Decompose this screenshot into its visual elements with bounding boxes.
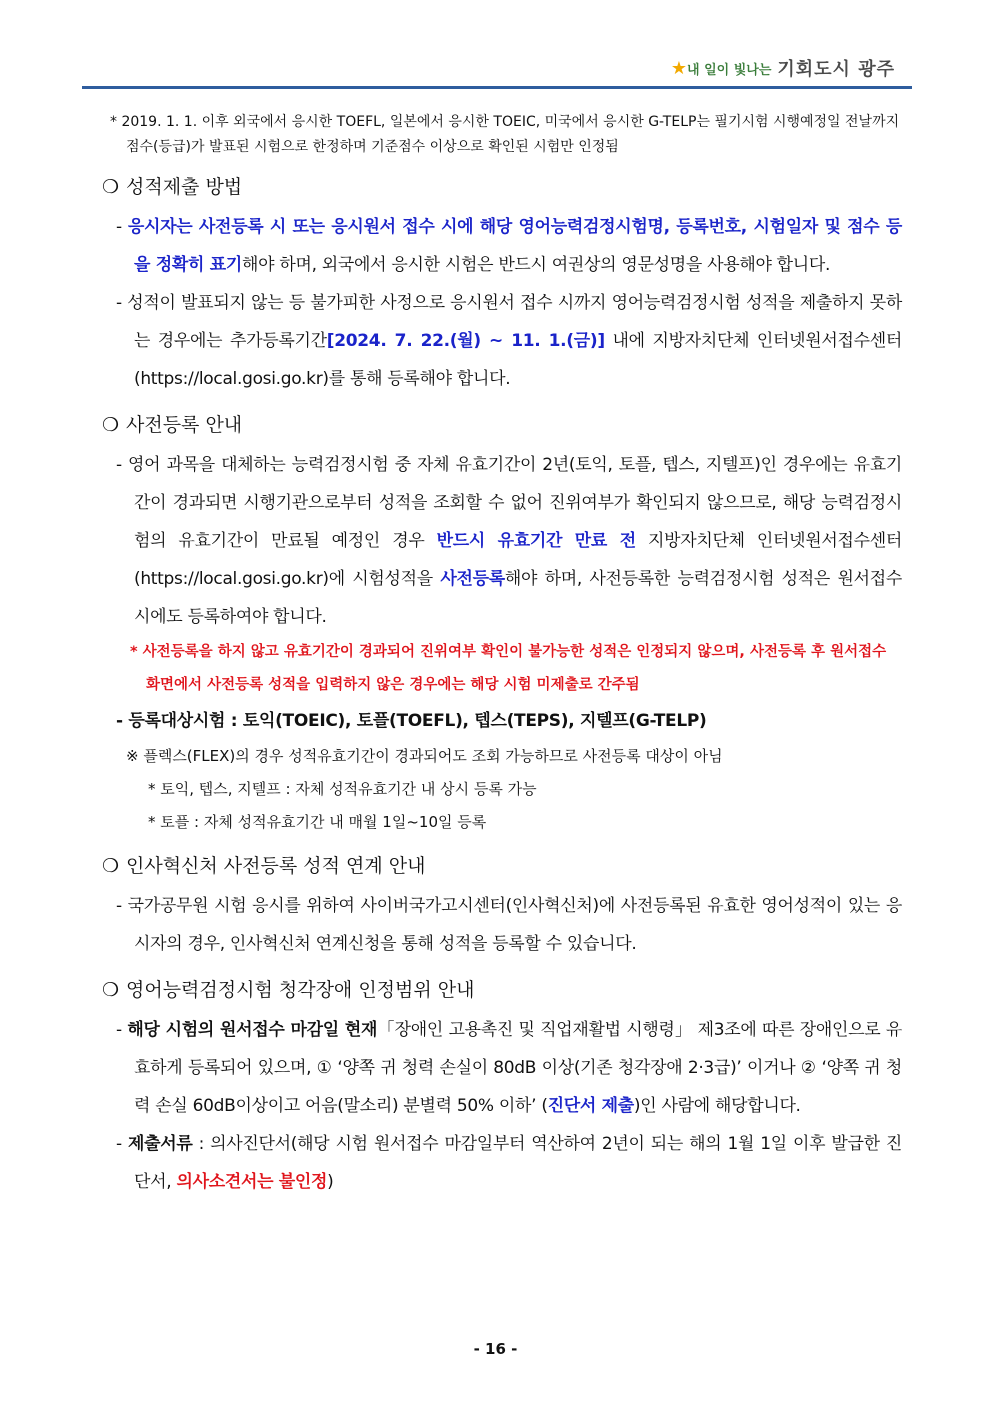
page-header xyxy=(671,50,895,86)
list-item: - 성적이 발표되지 않는 등 불가피한 사정으로 응시원서 접수 시까지 영어능력검정시험 성적을 제출하지 못하는 경우에는 추가등록기간[2024. 7. 22.(월) ~ 11. 1.(금)] 내에 지방자치단체 인터넷원서접수센터(https://local.gosi.go.kr)를 통해 등록해야 합니다. xyxy=(116,293,902,389)
section-title: 사전등록 안내 xyxy=(126,414,243,436)
header-divider xyxy=(82,86,912,89)
section-title: 영어능력검정시험 청각장애 인정범위 안내 xyxy=(126,979,475,1001)
list-item: - 국가공무원 시험 응시를 위하여 사이버국가고시센터(인사혁신처)에 사전등록된 유효한 영어성적이 있는 응시자의 경우, 인사혁신처 연계신청을 통해 성적을 등록할 수 있습니다. xyxy=(116,896,902,954)
star-icon: ★ xyxy=(670,57,687,79)
star-note: * 토플 : 자체 성적유효기간 내 매월 1일~10일 등록 xyxy=(148,813,487,831)
section-hearing-impairment xyxy=(102,975,902,1005)
logo-city-name: 기회도시 광주 xyxy=(777,59,895,80)
logo-slogan: 내 일이 빛나는 xyxy=(686,62,772,78)
list-item: - 해당 시험의 원서접수 마감일 현재「장애인 고용촉진 및 직업재활법 시행령」 제3조에 따른 장애인으로 유효하게 등록되어 있으며, ① ‘양쪽 귀 청력 손실이 80dB 이상(기존 청각장애 2·3급)’ 이거나 ② ‘양쪽 귀 청력 손실 60dB이상이고 어음(말소리) 분별력 50% 이하’ (진단서 제출)인 사람에 해당합니다. xyxy=(116,1020,902,1116)
page-number: - 16 - xyxy=(473,1340,518,1358)
section-pre-registration xyxy=(102,410,902,440)
section-title: 성적제출 방법 xyxy=(126,176,243,198)
section-bullet-icon: ❍ xyxy=(102,176,120,198)
section-title: 인사혁신처 사전등록 성적 연계 안내 xyxy=(126,855,426,877)
reference-note: ※ 플렉스(FLEX)의 경우 성적유효기간이 경과되어도 조회 가능하므로 사전등록 대상이 아님 xyxy=(126,747,723,765)
section-bullet-icon: ❍ xyxy=(102,414,120,436)
warning-note: * 사전등록을 하지 않고 유효기간이 경과되어 진위여부 확인이 불가능한 성적은 인정되지 않으며, 사전등록 후 원서접수 화면에서 사전등록 성적을 입력하지 않은 경우에는 해당 시험 미제출로 간주됨 xyxy=(130,644,887,693)
list-item: - 제출서류 : 의사진단서(해당 시험 원서접수 마감일부터 역산하여 2년이 되는 해의 1월 1일 이후 발급한 진단서, 의사소견서는 불인정) xyxy=(116,1134,902,1192)
city-logo xyxy=(671,58,772,79)
section-score-submission xyxy=(102,172,902,202)
document-body xyxy=(96,110,902,1201)
section-linkage xyxy=(102,851,902,881)
list-item: - 등록대상시험 : 토익(TOEIC), 토플(TOEFL), 텝스(TEPS), 지텔프(G-TELP) xyxy=(116,711,707,731)
section-bullet-icon: ❍ xyxy=(102,979,120,1001)
list-item: - 응시자는 사전등록 시 또는 응시원서 접수 시에 해당 영어능력검정시험명, 등록번호, 시험일자 및 점수 등을 정확히 표기해야 하며, 외국에서 응시한 시험은 반드시 여권상의 영문성명을 사용해야 합니다. xyxy=(116,217,902,275)
star-note: * 토익, 텝스, 지텔프 : 자체 성적유효기간 내 상시 등록 가능 xyxy=(148,780,537,798)
top-note: * 2019. 1. 1. 이후 외국에서 응시한 TOEFL, 일본에서 응시한 TOEIC, 미국에서 응시한 G-TELP는 필기시험 시행예정일 전날까지 점수(등급)가 발표된 시험으로 한정하며 기준점수 이상으로 확인된 시험만 인정됨 xyxy=(110,114,900,155)
list-item: - 영어 과목을 대체하는 능력검정시험 중 자체 유효기간이 2년(토익, 토플, 텝스, 지텔프)인 경우에는 유효기간이 경과되면 시행기관으로부터 성적을 조회할 수 없어 진위여부가 확인되지 않으므로, 해당 능력검정시험의 유효기간이 만료될 예정인 경우 반드시 유효기간 만료 전 지방자치단체 인터넷원서접수센터(https://local.gosi.go.kr)에 시험성적을 사전등록해야 하며, 사전등록한 능력검정시험 성적은 원서접수 시에도 등록하여야 합니다. xyxy=(116,455,902,627)
section-bullet-icon: ❍ xyxy=(102,855,120,877)
